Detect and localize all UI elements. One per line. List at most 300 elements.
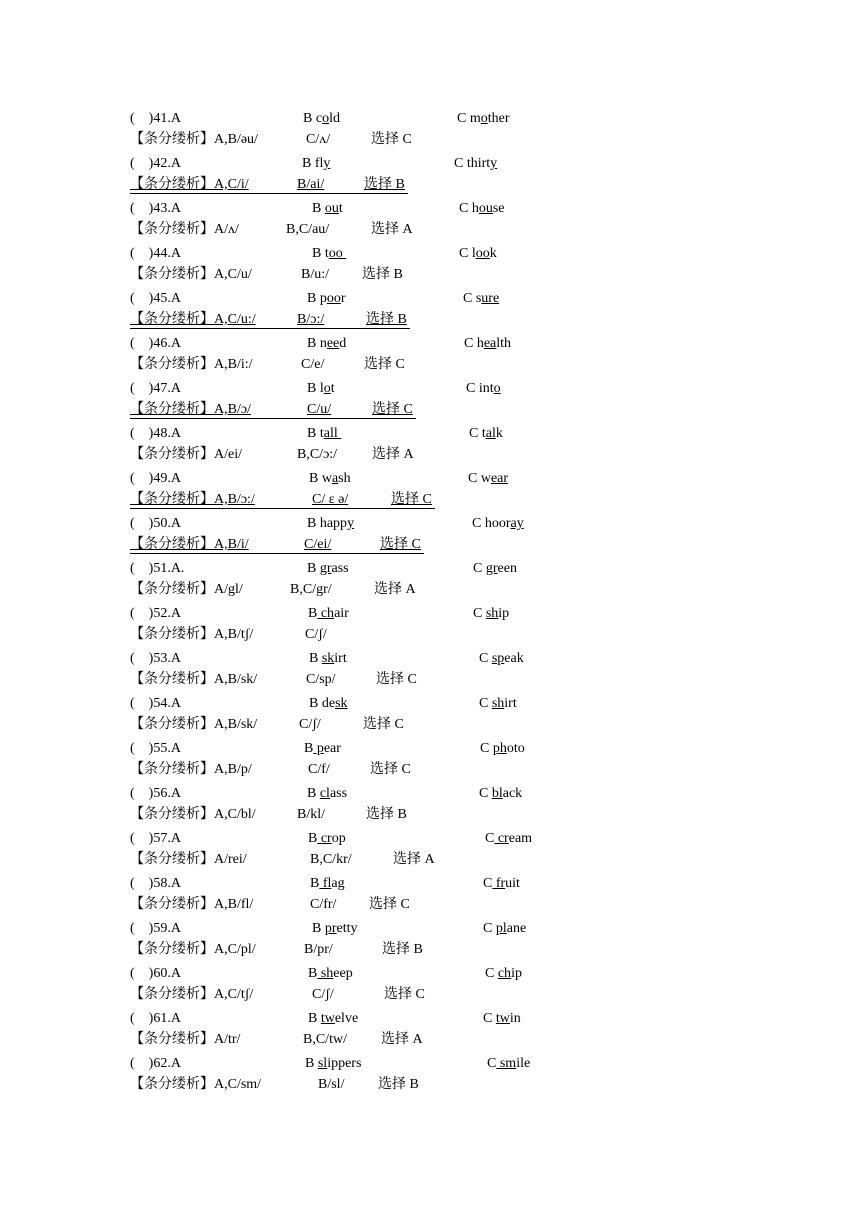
option-b-underlined-letters: sl	[317, 1056, 328, 1071]
analysis-phoneme: B,C/ɔ:/	[297, 447, 338, 462]
analysis-label: 【条分缕析】A,B/i:/	[130, 357, 253, 372]
answer-choice: 选择 A	[372, 447, 414, 462]
analysis-row	[0, 220, 860, 240]
option-b-prefix: B	[308, 831, 318, 846]
option-b	[303, 109, 340, 129]
option-c-suffix: se	[492, 201, 505, 216]
option-c-prefix: C hoor	[472, 516, 511, 531]
option-b-underlined-letters: ou	[324, 201, 339, 216]
answer-choice: 选择 C	[364, 357, 405, 372]
option-c	[485, 964, 522, 984]
option-b-suffix: op	[331, 831, 346, 846]
question-row	[0, 784, 860, 804]
option-b-underlined-letters: a	[331, 471, 339, 486]
analysis-label: 【条分缕析】A,C/sm/	[130, 1077, 262, 1092]
option-c	[463, 289, 499, 309]
analysis-row	[0, 490, 860, 510]
analysis-phoneme: C/ei/	[304, 537, 332, 552]
option-c-prefix: C	[485, 831, 495, 846]
option-c-suffix: k	[489, 246, 497, 261]
option-b-prefix: B	[309, 651, 322, 666]
option-c-suffix: eam	[508, 831, 533, 846]
option-c-underlined-letters: al	[485, 426, 496, 441]
option-b-prefix: B	[308, 606, 318, 621]
option-b	[307, 379, 335, 399]
question-row	[0, 694, 860, 714]
option-b-underlined-letters: p	[313, 741, 324, 756]
option-b	[307, 289, 346, 309]
option-c-underlined-letters: oo	[475, 246, 490, 261]
option-b	[304, 739, 341, 759]
option-c-underlined-letters: cr	[494, 831, 509, 846]
question-prefix: ( )49.A	[130, 471, 184, 486]
option-b-underlined-letters: y	[323, 156, 331, 171]
option-c-prefix: C thirt	[454, 156, 491, 171]
analysis-underline	[130, 418, 416, 419]
question-prefix: ( )42.A	[130, 156, 184, 171]
option-c	[479, 694, 517, 714]
option-b-suffix: ass	[331, 561, 349, 576]
analysis-row	[0, 310, 860, 330]
option-c-suffix: oto	[506, 741, 525, 756]
option-b-underlined-letters: sk	[335, 696, 348, 711]
analysis-row	[0, 400, 860, 420]
option-c-underlined-letters: sm	[496, 1056, 517, 1071]
option-b-underlined-letters: tw	[320, 1011, 335, 1026]
option-b-underlined-letters: y	[347, 516, 355, 531]
option-c	[457, 109, 510, 129]
question-prefix: ( )46.A	[130, 336, 184, 351]
option-b-prefix: B de	[309, 696, 336, 711]
question-prefix: ( )59.A	[130, 921, 184, 936]
analysis-row	[0, 670, 860, 690]
analysis-label: 【条分缕析】A,C/u:/	[130, 312, 256, 327]
analysis-phoneme: C/ʃ/	[312, 987, 334, 1002]
question-prefix: ( )44.A	[130, 246, 184, 261]
option-c	[487, 1054, 530, 1074]
option-b-underlined-letters: pr	[324, 921, 337, 936]
question-prefix: ( )57.A	[130, 831, 184, 846]
analysis-phoneme: B,C/gr/	[290, 582, 332, 597]
question-row	[0, 199, 860, 219]
answer-choice: 选择 A	[381, 1032, 423, 1047]
analysis-phoneme: C/sp/	[306, 672, 336, 687]
analysis-label: 【条分缕析】A/ei/	[130, 447, 242, 462]
option-b-suffix: eep	[333, 966, 353, 981]
question-prefix: ( )58.A	[130, 876, 184, 891]
option-b-prefix: B	[312, 201, 325, 216]
question-prefix: ( )53.A	[130, 651, 184, 666]
question-row	[0, 514, 860, 534]
option-c-prefix: C t	[469, 426, 486, 441]
question-prefix: ( )43.A	[130, 201, 184, 216]
option-b-suffix: t	[330, 381, 335, 396]
analysis-phoneme: B,C/tw/	[303, 1032, 347, 1047]
option-b-suffix: sh	[338, 471, 351, 486]
option-b-prefix: B	[308, 966, 318, 981]
option-c-underlined-letters: y	[490, 156, 498, 171]
analysis-phoneme: B/pr/	[304, 942, 333, 957]
question-row	[0, 1009, 860, 1029]
option-c	[464, 334, 511, 354]
option-c	[454, 154, 497, 174]
option-c-suffix: ip	[498, 606, 510, 621]
option-c	[480, 739, 525, 759]
answer-choice: 选择 B	[364, 177, 405, 192]
analysis-row	[0, 940, 860, 960]
option-b	[307, 514, 354, 534]
question-prefix: ( )41.A	[130, 111, 184, 126]
analysis-underline	[130, 193, 408, 194]
option-c-underlined-letters: ou	[478, 201, 493, 216]
option-c	[479, 784, 522, 804]
option-b-suffix: air	[334, 606, 349, 621]
option-c-prefix: C	[485, 966, 498, 981]
option-c-suffix: lth	[496, 336, 512, 351]
answer-choice: 选择 A	[374, 582, 416, 597]
option-c	[479, 649, 524, 669]
question-prefix: ( )51.A.	[130, 561, 188, 576]
option-c	[459, 199, 505, 219]
answer-choice: 选择 B	[362, 267, 403, 282]
answer-choice: 选择 B	[378, 1077, 419, 1092]
analysis-row	[0, 175, 860, 195]
option-c	[468, 469, 508, 489]
question-row	[0, 1054, 860, 1074]
option-c-suffix: ip	[511, 966, 522, 981]
analysis-row	[0, 1030, 860, 1050]
option-b-prefix: B l	[307, 381, 324, 396]
option-b-prefix: B	[307, 786, 320, 801]
analysis-phoneme: C/f/	[308, 762, 330, 777]
question-row	[0, 379, 860, 399]
question-prefix: ( )61.A	[130, 1011, 184, 1026]
analysis-label: 【条分缕析】A,C/tʃ/	[130, 987, 254, 1002]
option-c-underlined-letters: ure	[481, 291, 500, 306]
analysis-label: 【条分缕析】A,C/u/	[130, 267, 252, 282]
analysis-label: 【条分缕析】A,B/sk/	[130, 717, 258, 732]
option-c-underlined-letters: ear	[490, 471, 509, 486]
question-prefix: ( )55.A	[130, 741, 184, 756]
option-c-suffix: een	[497, 561, 517, 576]
analysis-row	[0, 355, 860, 375]
option-b-prefix: B	[308, 1011, 321, 1026]
option-c	[473, 559, 517, 579]
option-c-prefix: C int	[466, 381, 494, 396]
answer-choice: 选择 B	[366, 312, 407, 327]
option-b	[310, 874, 345, 894]
question-prefix: ( )62.A	[130, 1056, 184, 1071]
analysis-label: 【条分缕析】A,B/tʃ/	[130, 627, 254, 642]
option-b	[309, 469, 351, 489]
question-row	[0, 919, 860, 939]
option-b	[307, 784, 347, 804]
option-c-underlined-letters: tw	[495, 1011, 510, 1026]
question-row	[0, 154, 860, 174]
question-prefix: ( )45.A	[130, 291, 184, 306]
option-b-prefix: B happ	[307, 516, 348, 531]
question-row	[0, 469, 860, 489]
option-c-underlined-letters: bl	[491, 786, 503, 801]
question-row	[0, 604, 860, 624]
option-c-prefix: C	[473, 606, 486, 621]
option-c	[466, 379, 501, 399]
analysis-row	[0, 715, 860, 735]
option-b-underlined-letters: o	[322, 111, 330, 126]
analysis-label: 【条分缕析】A,B/i/	[130, 537, 249, 552]
answer-choice: 选择 A	[371, 222, 413, 237]
option-b-prefix: B t	[312, 246, 329, 261]
option-c-prefix: C	[480, 741, 493, 756]
question-row	[0, 559, 860, 579]
analysis-row	[0, 535, 860, 555]
option-c-prefix: C s	[463, 291, 482, 306]
option-b-suffix: etty	[336, 921, 358, 936]
analysis-phoneme: C/ʌ/	[306, 132, 331, 147]
option-b-prefix: B	[310, 876, 320, 891]
option-b-underlined-letters: ee	[326, 336, 340, 351]
option-c-prefix: C	[483, 876, 493, 891]
answer-choice: 选择 C	[391, 492, 432, 507]
option-b	[305, 1054, 361, 1074]
option-b-prefix: B	[312, 921, 325, 936]
analysis-phoneme: C/ʃ/	[305, 627, 327, 642]
option-b-prefix: B t	[307, 426, 324, 441]
option-b-underlined-letters: gr	[319, 561, 332, 576]
option-c-underlined-letters: fr	[492, 876, 506, 891]
option-c-suffix: uit	[505, 876, 520, 891]
question-prefix: ( )48.A	[130, 426, 184, 441]
option-b-suffix: ass	[329, 786, 348, 801]
question-row	[0, 874, 860, 894]
answer-choice: 选择 C	[380, 537, 421, 552]
analysis-label: 【条分缕析】A/rei/	[130, 852, 247, 867]
option-c-underlined-letters: o	[480, 111, 488, 126]
option-c-prefix: C m	[457, 111, 481, 126]
option-b-prefix: B	[305, 1056, 318, 1071]
option-c-prefix: C	[483, 921, 496, 936]
option-b-underlined-letters: ch	[317, 606, 335, 621]
option-c-suffix: ack	[502, 786, 523, 801]
analysis-row	[0, 445, 860, 465]
option-b-underlined-letters: cr	[317, 831, 332, 846]
analysis-row	[0, 1075, 860, 1095]
option-b	[308, 964, 353, 984]
option-b-underlined-letters: oo	[326, 291, 341, 306]
option-c-prefix: C	[473, 561, 486, 576]
answer-choice: 选择 C	[370, 762, 411, 777]
option-c	[469, 424, 503, 444]
option-b	[308, 829, 346, 849]
analysis-label: 【条分缕析】A,B/əu/	[130, 132, 258, 147]
option-b-prefix: B n	[307, 336, 327, 351]
analysis-phoneme: B/ai/	[297, 177, 325, 192]
option-b-underlined-letters: cl	[319, 786, 330, 801]
answer-choice: 选择 C	[384, 987, 425, 1002]
answer-choice: 选择 A	[393, 852, 435, 867]
analysis-underline	[130, 553, 424, 554]
option-c-underlined-letters: o	[493, 381, 501, 396]
option-b	[302, 154, 330, 174]
option-b	[309, 649, 347, 669]
question-row	[0, 964, 860, 984]
option-c	[483, 919, 526, 939]
option-b	[307, 559, 349, 579]
analysis-label: 【条分缕析】A/gl/	[130, 582, 243, 597]
option-c-prefix: C	[479, 786, 492, 801]
option-c-prefix: C	[479, 651, 492, 666]
option-b-prefix: B	[304, 741, 314, 756]
option-c-underlined-letters: sh	[485, 606, 499, 621]
option-c-underlined-letters: ch	[497, 966, 512, 981]
option-b	[312, 244, 346, 264]
answer-choice: 选择 C	[372, 402, 413, 417]
analysis-row	[0, 850, 860, 870]
option-b	[309, 694, 348, 714]
analysis-row	[0, 625, 860, 645]
analysis-phoneme: B/sl/	[318, 1077, 345, 1092]
option-b	[307, 334, 346, 354]
analysis-row	[0, 130, 860, 150]
option-c-suffix: ile	[516, 1056, 531, 1071]
analysis-row	[0, 265, 860, 285]
question-row	[0, 109, 860, 129]
option-c-prefix: C	[487, 1056, 497, 1071]
answer-choice: 选择 C	[363, 717, 404, 732]
question-prefix: ( )47.A	[130, 381, 184, 396]
option-b-prefix: B	[307, 561, 320, 576]
option-c-prefix: C w	[468, 471, 491, 486]
analysis-label: 【条分缕析】A/ʌ/	[130, 222, 239, 237]
analysis-row	[0, 805, 860, 825]
question-row	[0, 334, 860, 354]
analysis-row	[0, 895, 860, 915]
analysis-row	[0, 760, 860, 780]
analysis-phoneme: B,C/kr/	[310, 852, 352, 867]
option-b-underlined-letters: sh	[317, 966, 334, 981]
answer-choice: 选择 C	[371, 132, 412, 147]
analysis-row	[0, 985, 860, 1005]
question-row	[0, 649, 860, 669]
option-c-suffix: irt	[504, 696, 517, 711]
question-prefix: ( )60.A	[130, 966, 184, 981]
option-c-prefix: C h	[459, 201, 479, 216]
analysis-phoneme: C/e/	[301, 357, 325, 372]
option-c-prefix: C	[483, 1011, 496, 1026]
option-c-suffix: k	[495, 426, 503, 441]
option-c	[483, 874, 520, 894]
option-b-suffix: d	[339, 336, 347, 351]
option-b-prefix: B fl	[302, 156, 324, 171]
option-c	[485, 829, 532, 849]
option-b-suffix: ear	[323, 741, 341, 756]
question-prefix: ( )56.A	[130, 786, 184, 801]
question-row	[0, 424, 860, 444]
option-b	[308, 604, 349, 624]
question-row	[0, 244, 860, 264]
option-b	[307, 424, 341, 444]
option-c-prefix: C l	[459, 246, 476, 261]
option-c-suffix: eak	[504, 651, 524, 666]
option-c-underlined-letters: ay	[510, 516, 524, 531]
option-c-suffix: ther	[487, 111, 510, 126]
option-b-suffix: irt	[334, 651, 347, 666]
option-b-suffix: t	[338, 201, 343, 216]
analysis-label: 【条分缕析】A,B/ɔ:/	[130, 492, 255, 507]
option-b-prefix: B p	[307, 291, 327, 306]
analysis-label: 【条分缕析】A/tr/	[130, 1032, 241, 1047]
option-b-suffix: ag	[331, 876, 345, 891]
analysis-underline	[130, 508, 435, 509]
analysis-phoneme: C/ʃ/	[299, 717, 321, 732]
option-c-underlined-letters: ph	[492, 741, 507, 756]
analysis-label: 【条分缕析】A,B/sk/	[130, 672, 258, 687]
answer-choice: 选择 C	[376, 672, 417, 687]
option-c-underlined-letters: pl	[495, 921, 507, 936]
option-b	[308, 1009, 358, 1029]
question-row	[0, 289, 860, 309]
option-c	[459, 244, 497, 264]
analysis-underline	[130, 328, 410, 329]
option-b-prefix: B c	[303, 111, 323, 126]
analysis-label: 【条分缕析】A,B/ɔ/	[130, 402, 251, 417]
option-b-underlined-letters: all	[323, 426, 342, 441]
option-b-suffix: r	[340, 291, 346, 306]
analysis-phoneme: B,C/au/	[286, 222, 330, 237]
option-c-suffix: in	[509, 1011, 521, 1026]
analysis-label: 【条分缕析】A,B/p/	[130, 762, 252, 777]
option-c-underlined-letters: sp	[491, 651, 505, 666]
analysis-row	[0, 580, 860, 600]
option-b-underlined-letters: fl	[319, 876, 332, 891]
question-row	[0, 829, 860, 849]
option-b-suffix: elve	[334, 1011, 359, 1026]
analysis-phoneme: C/fr/	[310, 897, 337, 912]
option-c-underlined-letters: ea	[483, 336, 497, 351]
option-c	[473, 604, 509, 624]
option-c-underlined-letters: sh	[491, 696, 505, 711]
answer-choice: 选择 C	[369, 897, 410, 912]
option-b-suffix: ld	[329, 111, 340, 126]
analysis-label: 【条分缕析】A,C/bl/	[130, 807, 256, 822]
analysis-phoneme: B/kl/	[297, 807, 326, 822]
option-b-underlined-letters: sk	[321, 651, 335, 666]
option-b-underlined-letters: o	[323, 381, 331, 396]
option-c-underlined-letters: gr	[485, 561, 498, 576]
question-row	[0, 739, 860, 759]
analysis-label: 【条分缕析】A,B/fl/	[130, 897, 254, 912]
option-c-prefix: C h	[464, 336, 484, 351]
analysis-label: 【条分缕析】A,C/pl/	[130, 942, 256, 957]
answer-choice: 选择 B	[382, 942, 423, 957]
option-b-underlined-letters: oo	[328, 246, 347, 261]
analysis-phoneme: C/u/	[307, 402, 332, 417]
analysis-phoneme: B/u:/	[301, 267, 330, 282]
option-c	[483, 1009, 521, 1029]
question-prefix: ( )54.A	[130, 696, 184, 711]
option-c	[472, 514, 524, 534]
analysis-phoneme: B/ɔ:/	[297, 312, 325, 327]
option-b	[312, 919, 358, 939]
analysis-label: 【条分缕析】A,C/i/	[130, 177, 249, 192]
question-prefix: ( )52.A	[130, 606, 184, 621]
option-c-suffix: ane	[506, 921, 527, 936]
analysis-phoneme: C/ ε ə/	[312, 492, 349, 507]
question-prefix: ( )50.A	[130, 516, 184, 531]
option-b-prefix: B w	[309, 471, 332, 486]
option-c-prefix: C	[479, 696, 492, 711]
answer-choice: 选择 B	[366, 807, 407, 822]
